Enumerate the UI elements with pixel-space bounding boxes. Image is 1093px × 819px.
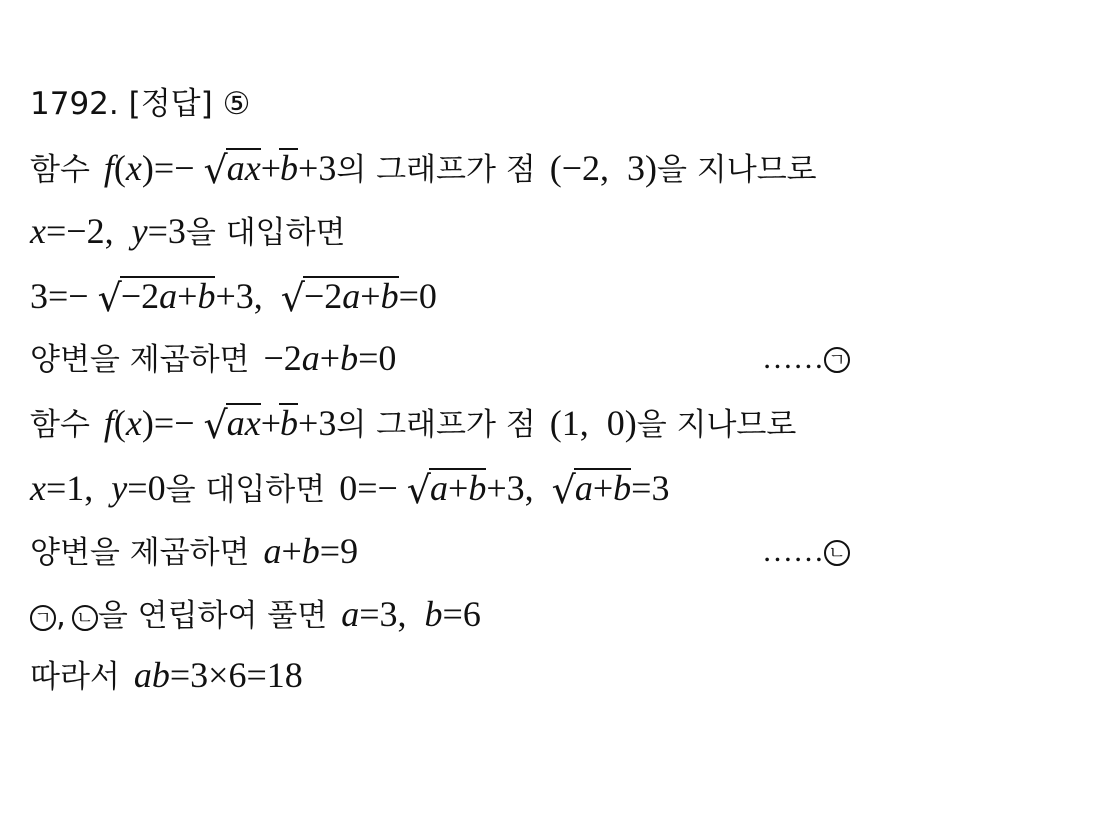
circled-giyeok: ㄱ [30, 605, 56, 631]
text-graph-passes: 의 그래프가 점 [336, 407, 536, 443]
answer-choice: ⑤ [222, 86, 251, 122]
line-square-2: 양변을 제곱하면 a+b=9 …… ㄴ [30, 527, 358, 575]
sqrt-icon: √ [203, 403, 228, 447]
circled-nieun: ㄴ [824, 540, 850, 566]
label-hamsu: 함수 [30, 407, 90, 443]
line-function-1: 함수 f(x)=− √ax+b+3의 그래프가 점 (−2, 3)을 지나므로 [30, 148, 817, 192]
equation-tag-1 [762, 334, 850, 382]
equation-tag-2 [762, 527, 850, 575]
text-passes-through: 을 지나므로 [636, 407, 797, 443]
text-therefore: 따라서 [30, 659, 120, 695]
line-substitute-1: x=−2, y=3을 대입하면 [30, 211, 346, 251]
problem-number: 1792. [30, 86, 119, 122]
line-simultaneous: ㄱ , ㄴ 을 연립하여 풀면 a=3, b=6 [30, 590, 481, 638]
dots: …… [762, 340, 824, 375]
sqrt-icon: √ [406, 468, 432, 512]
answer-label: [정답] [128, 86, 213, 122]
sqrt-icon: √ [203, 148, 228, 192]
circled-giyeok: ㄱ [824, 347, 850, 373]
label-hamsu: 함수 [30, 152, 90, 188]
sqrt-icon: √ [551, 468, 576, 512]
line-square-1: 양변을 제곱하면 −2a+b=0 …… ㄱ [30, 334, 396, 382]
sqrt-icon: √ [97, 276, 122, 320]
text-square-both: 양변을 제곱하면 [30, 342, 250, 378]
text-simultaneous: 을 연립하여 풀면 [97, 598, 328, 634]
solution-header [30, 80, 250, 128]
dots: …… [762, 533, 824, 568]
text-square-both: 양변을 제곱하면 [30, 535, 250, 571]
line-conclusion: 따라서 ab=3×6=18 [30, 655, 303, 695]
line-substitute-2: x=1, y=0을 대입하면 0=− √a+b+3, √a+b=3 [30, 468, 670, 512]
line-equation-1: 3=− √−2a+b+3, √−2a+b=0 [30, 276, 437, 320]
text-passes-through: 을 지나므로 [657, 152, 817, 188]
text-substitute: 을 대입하면 [185, 215, 346, 251]
sqrt-icon: √ [280, 276, 305, 320]
text-graph-passes: 의 그래프가 점 [336, 152, 536, 188]
text-substitute: 을 대입하면 [165, 472, 326, 508]
line-function-2: 함수 f(x)=− √ax+b+3의 그래프가 점 (1, 0)을 지나므로 [30, 403, 797, 447]
circled-nieun: ㄴ [72, 605, 98, 631]
